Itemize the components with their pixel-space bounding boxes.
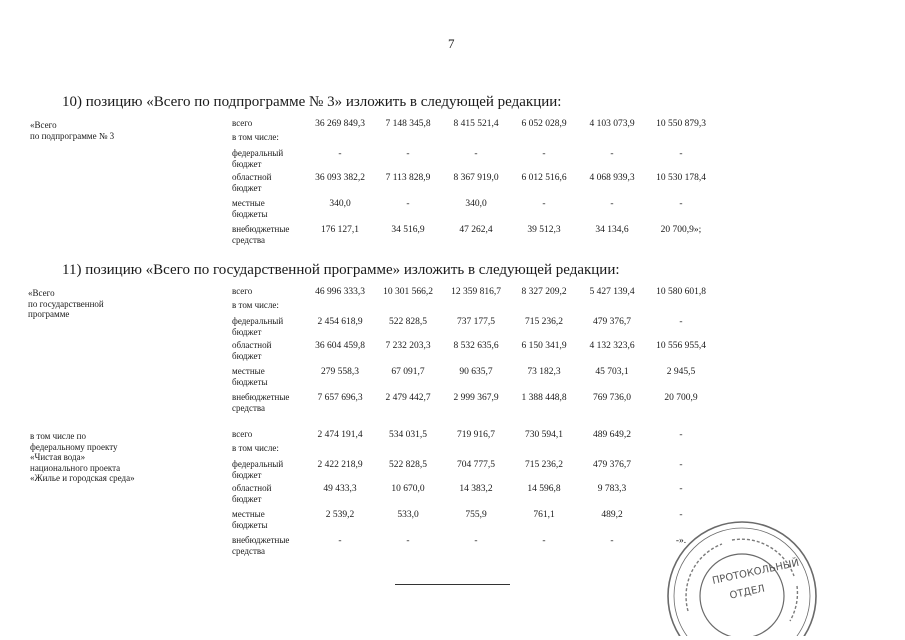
block-label: «Всего по подпрограмме № 3 [30, 120, 115, 141]
row-label: федеральный бюджет [232, 459, 284, 480]
table-cell: 14 383,2 [459, 484, 493, 494]
table-cell: 715 236,2 [525, 460, 563, 470]
table-row [0, 198, 905, 222]
row-label: местные бюджеты [232, 198, 268, 219]
table-cell: 47 262,4 [459, 225, 493, 235]
row-label: в том числе: [232, 443, 279, 453]
table-cell: 10 550 879,3 [656, 119, 706, 129]
table-cell: 2 999 367,9 [453, 393, 499, 403]
table-cell: 8 327 209,2 [521, 287, 567, 297]
row-label: в том числе: [232, 132, 279, 142]
table-cell: 7 657 696,3 [317, 393, 363, 403]
section-heading-10: 10) позицию «Всего по подпрограмме № 3» изложить в следующей редакции: [62, 94, 562, 110]
table-cell: 761,1 [533, 510, 555, 520]
row-label: всего [232, 429, 253, 439]
table-cell: 10 670,0 [391, 484, 425, 494]
table-cell: 534 031,5 [389, 430, 427, 440]
row-label: внебюджетные средства [232, 392, 290, 413]
table-cell: 7 232 203,3 [385, 341, 431, 351]
table-cell: 36 093 382,2 [315, 173, 365, 183]
table-cell: 10 580 601,8 [656, 287, 706, 297]
table-cell: 479 376,7 [593, 460, 631, 470]
subprogram-3-block [0, 118, 905, 258]
row-label: местные бюджеты [232, 366, 268, 387]
stamp-text-1: ПРОТОКОЛЬНЫЙ [711, 557, 801, 587]
table-cell: 9 783,3 [597, 484, 627, 494]
table-row [0, 172, 905, 196]
table-cell: 6 012 516,6 [521, 173, 567, 183]
table-cell: 7 148 345,8 [385, 119, 431, 129]
table-cell: - [338, 149, 342, 159]
row-label: областной бюджет [232, 172, 272, 193]
table-cell: 36 604 459,8 [315, 341, 365, 351]
table-cell: 715 236,2 [525, 317, 563, 327]
table-cell: 730 594,1 [525, 430, 563, 440]
table-row [0, 483, 905, 507]
row-label: всего [232, 118, 253, 128]
table-cell: 10 530 178,4 [656, 173, 706, 183]
table-cell: 45 703,1 [595, 367, 629, 377]
table-cell: 34 516,9 [391, 225, 425, 235]
table-cell: 2 422 218,9 [317, 460, 363, 470]
table-cell: 20 700,9 [664, 393, 698, 403]
table-cell: 4 103 073,9 [589, 119, 635, 129]
table-row [0, 366, 905, 390]
protocol-department-stamp [662, 516, 822, 636]
table-cell: 46 996 333,3 [315, 287, 365, 297]
table-cell: - [542, 199, 546, 209]
table-cell: 1 388 448,8 [521, 393, 567, 403]
table-cell: 176 127,1 [321, 225, 359, 235]
table-cell: - [406, 536, 410, 546]
table-cell: 522 828,5 [389, 460, 427, 470]
table-cell: 8 532 635,6 [453, 341, 499, 351]
row-label: внебюджетные средства [232, 535, 290, 556]
row-label: местные бюджеты [232, 509, 268, 530]
table-cell: 4 132 323,6 [589, 341, 635, 351]
table-cell: 737 177,5 [457, 317, 495, 327]
table-cell: 20 700,9»; [660, 225, 702, 235]
table-cell: - [610, 536, 614, 546]
table-cell: 6 052 028,9 [521, 119, 567, 129]
table-cell: 34 134,6 [595, 225, 629, 235]
stamp-text-2: ОТДЕЛ [728, 583, 766, 602]
table-cell: - [679, 484, 683, 494]
signature-rule [395, 584, 510, 585]
table-cell: 479 376,7 [593, 317, 631, 327]
table-cell: 755,9 [465, 510, 487, 520]
table-cell: 2 454 618,9 [317, 317, 363, 327]
table-cell: - [679, 199, 683, 209]
table-cell: 704 777,5 [457, 460, 495, 470]
table-cell: 49 433,3 [323, 484, 357, 494]
row-label: областной бюджет [232, 483, 272, 504]
table-cell: 8 415 521,4 [453, 119, 499, 129]
table-cell: 4 068 939,3 [589, 173, 635, 183]
table-cell: 2 945,5 [666, 367, 696, 377]
table-cell: - [542, 149, 546, 159]
table-cell: - [338, 536, 342, 546]
row-label: федеральный бюджет [232, 148, 284, 169]
table-row [0, 340, 905, 364]
state-program-block [0, 286, 905, 426]
table-cell: 73 182,3 [527, 367, 561, 377]
row-label: внебюджетные средства [232, 224, 290, 245]
table-cell: 279 558,3 [321, 367, 359, 377]
table-cell: - [679, 317, 683, 327]
table-cell: 2 479 442,7 [385, 393, 431, 403]
table-row [0, 316, 905, 340]
table-cell: 10 301 566,2 [383, 287, 433, 297]
table-cell: - [610, 149, 614, 159]
block-label: «Всего по государственной программе [28, 288, 104, 319]
table-cell: 2 539,2 [325, 510, 355, 520]
table-row [0, 459, 905, 483]
table-cell: - [474, 149, 478, 159]
table-cell: 533,0 [397, 510, 419, 520]
table-cell: 12 359 816,7 [451, 287, 501, 297]
table-cell: 340,0 [329, 199, 351, 209]
table-cell: 6 150 341,9 [521, 341, 567, 351]
table-cell: - [542, 536, 546, 546]
table-cell: 522 828,5 [389, 317, 427, 327]
table-cell: -». [675, 536, 687, 546]
table-cell: - [610, 199, 614, 209]
row-label: всего [232, 286, 253, 296]
table-cell: 2 474 191,4 [317, 430, 363, 440]
row-label: федеральный бюджет [232, 316, 284, 337]
table-cell: - [679, 149, 683, 159]
table-row [0, 224, 905, 248]
table-cell: - [679, 460, 683, 470]
page-number: 7 [448, 36, 455, 51]
table-cell: 7 113 828,9 [385, 173, 431, 183]
table-row [0, 148, 905, 172]
table-cell: 719 916,7 [457, 430, 495, 440]
table-cell: - [474, 536, 478, 546]
table-cell: 39 512,3 [527, 225, 561, 235]
table-cell: - [406, 149, 410, 159]
table-cell: 67 091,7 [391, 367, 425, 377]
row-label: областной бюджет [232, 340, 272, 361]
table-cell: 14 596,8 [527, 484, 561, 494]
table-cell: - [679, 510, 683, 520]
section-heading-11: 11) позицию «Всего по государственной программе» изложить в следующей редакции: [62, 262, 620, 278]
table-cell: 8 367 919,0 [453, 173, 499, 183]
table-row [0, 392, 905, 416]
table-cell: 90 635,7 [459, 367, 493, 377]
table-cell: 340,0 [465, 199, 487, 209]
table-cell: 769 736,0 [593, 393, 631, 403]
table-cell: 489,2 [601, 510, 623, 520]
block-label: в том числе по федеральному проекту «Чистая вода» национального проекта «Жилье и городская среда» [30, 431, 135, 483]
table-cell: - [406, 199, 410, 209]
table-cell: 489 649,2 [593, 430, 631, 440]
table-cell: 10 556 955,4 [656, 341, 706, 351]
table-cell: - [679, 430, 683, 440]
row-label: в том числе: [232, 300, 279, 310]
table-cell: 5 427 139,4 [589, 287, 635, 297]
table-cell: 36 269 849,3 [315, 119, 365, 129]
